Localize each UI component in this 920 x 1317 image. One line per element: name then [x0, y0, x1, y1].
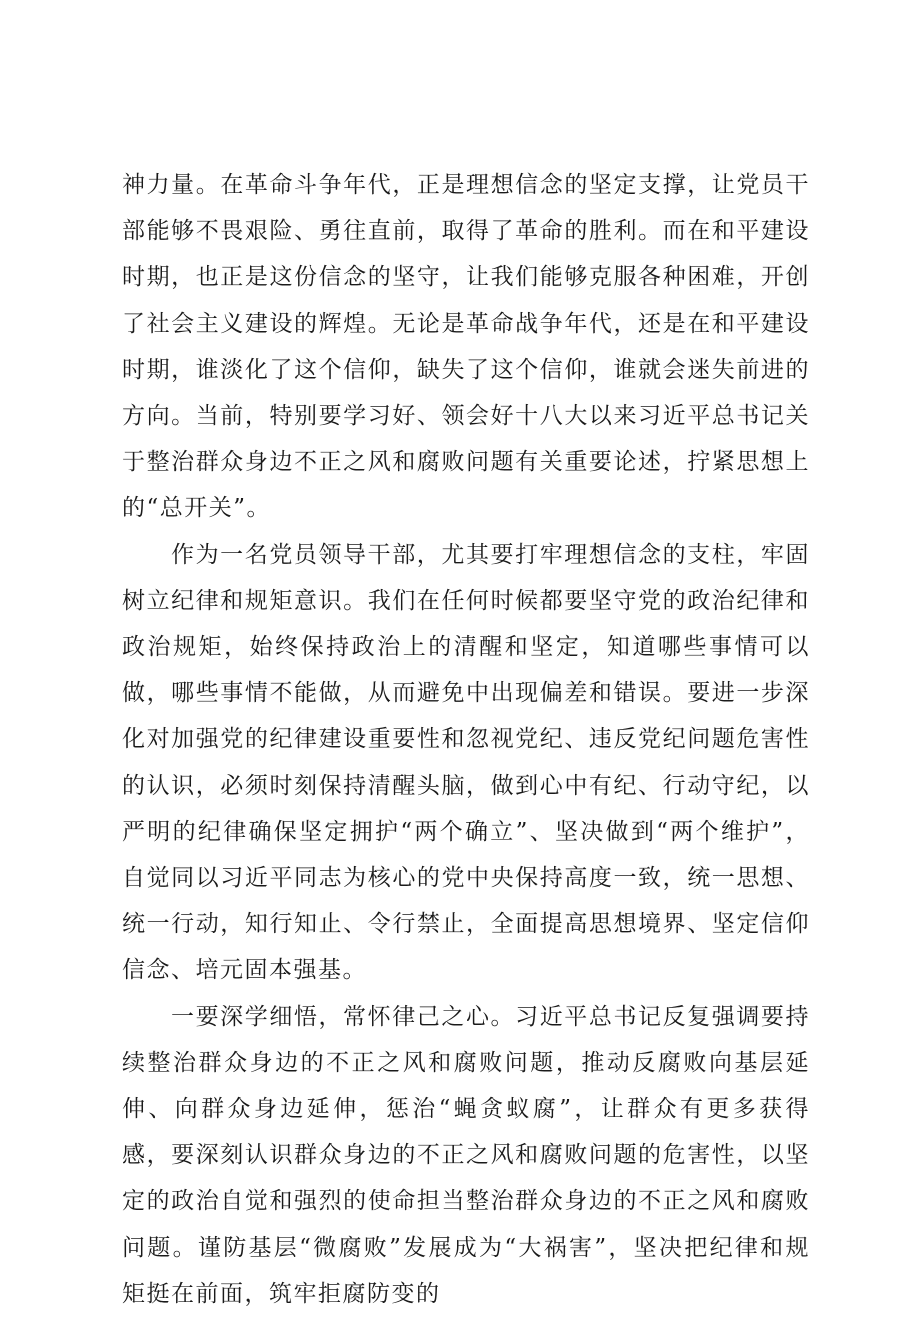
paragraph-2: 作为一名党员领导干部，尤其要打牢理想信念的支柱，牢固树立纪律和规矩意识。我们在任何时候都要坚守党的政治纪律和政治规矩，始终保持政治上的清醒和坚定，知道哪些事情可以做，哪些事情不能做，从而避免中出现偏差和错误。要进一步深化对加强党的纪律建设重要性和忽视党纪、违反党纪问题危害性的认识，必须时刻保持清醒头脑，做到心中有纪、行动守纪，以严明的纪律确保坚定拥护“两个确立”、坚决做到“两个维护”，自觉同以习近平同志为核心的党中央保持高度一致，统一思想、统一行动，知行知止、令行禁止，全面提高思想境界、坚定信仰信念、培元固本强基。 [122, 541, 810, 984]
paragraph-1: 神力量。在革命斗争年代，正是理想信念的坚定支撑，让党员干部能够不畏艰险、勇往直前，取得了革命的胜利。而在和平建设时期，也正是这份信念的坚守，让我们能够克服各种困难，开创了社会主义建设的辉煌。无论是革命战争年代，还是在和平建设时期，谁淡化了这个信仰，缺失了这个信仰，谁就会迷失前进的方向。当前，特别要学习好、领会好十八大以来习近平总书记关于整治群众身边不正之风和腐败问题有关重要论述，拧紧思想上的“总开关”。 [122, 172, 810, 522]
paragraph-3: 一要深学细悟，常怀律己之心。习近平总书记反复强调要持续整治群众身边的不正之风和腐败问题，推动反腐败向基层延伸、向群众身边延伸，惩治“蝇贪蚁腐”，让群众有更多获得感，要深刻认识群众身边的不正之风和腐败问题的危害性，以坚定的政治自觉和强烈的使命担当整治群众身边的不正之风和腐败问题。谨防基层“微腐败”发展成为“大祸害”，坚决把纪律和规矩挺在前面，筑牢拒腐防变的 [122, 1003, 810, 1307]
document-body [122, 162, 810, 1317]
